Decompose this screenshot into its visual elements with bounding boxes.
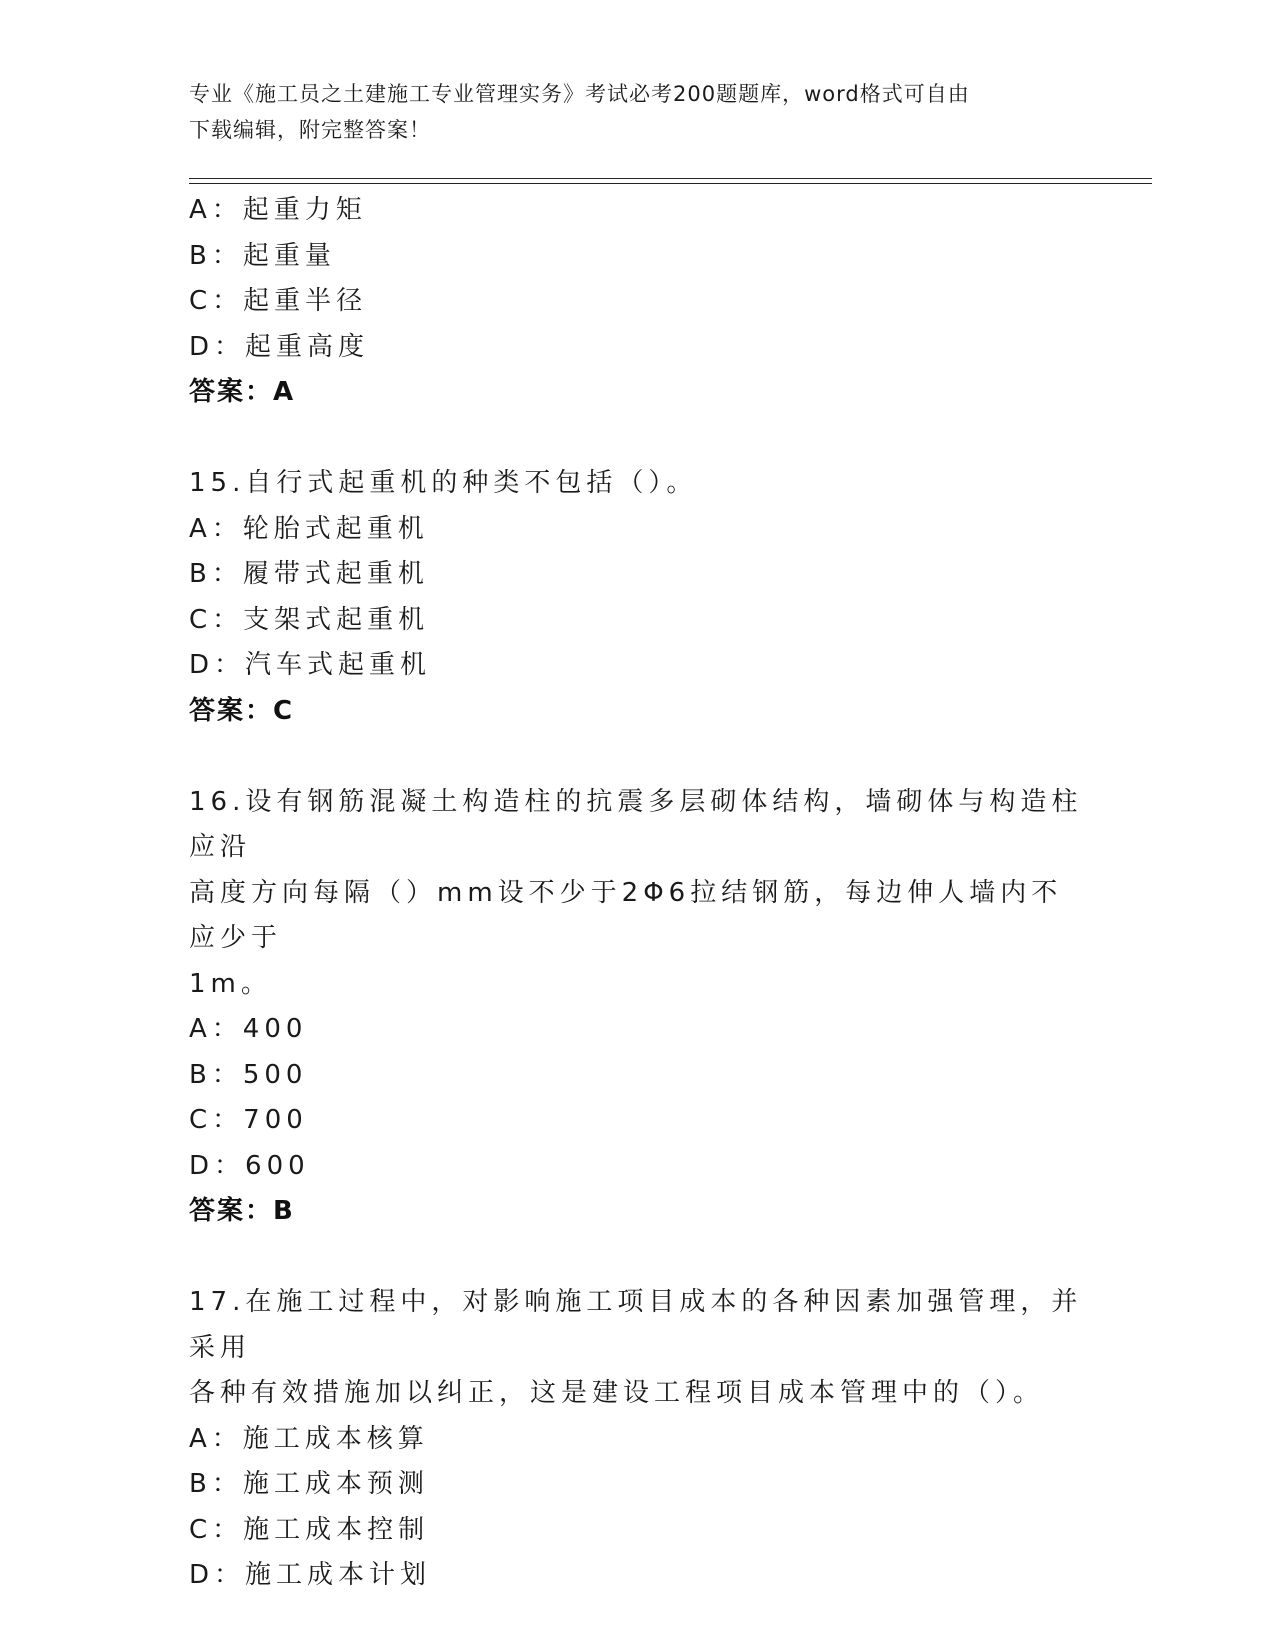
answer-line: 答案：B [189, 1196, 295, 1226]
question-14-continued [189, 188, 1089, 416]
header-line-2: 下载编辑，附完整答案！ [189, 118, 431, 142]
option-a: A：施工成本核算 [189, 1423, 429, 1454]
option-b: B：施工成本预测 [189, 1469, 429, 1499]
header-rule-top [189, 178, 1152, 179]
header-line-1: 专业《施工员之土建施工专业管理实务》考试必考200题题库，word格式可自由 [189, 82, 970, 106]
question-stem-line-1: 17.在施工过程中，对影响施工项目成本的各种因素加强管理，并采用 [189, 1287, 1083, 1363]
option-b: B：起重量 [189, 240, 336, 271]
option-a: A：400 [189, 1014, 308, 1044]
option-c: C：施工成本控制 [189, 1514, 430, 1545]
option-d: D：起重高度 [189, 331, 370, 362]
question-stem: 15.自行式起重机的种类不包括（）。 [189, 468, 698, 498]
option-d: D：600 [189, 1150, 310, 1181]
question-stem-line-2: 高度方向每隔（）mm设不少于2Φ6拉结钢筋，每边伸人墙内不应少于 [189, 877, 1063, 953]
spacer [189, 416, 1089, 462]
option-b: B：履带式起重机 [189, 559, 429, 589]
document-header [189, 76, 1089, 148]
spacer [189, 1235, 1089, 1281]
question-stem-line-1: 16.设有钢筋混凝土构造柱的抗震多层砌体结构，墙砌体与构造柱应沿 [189, 786, 1083, 862]
spacer [189, 734, 1089, 780]
option-a: A：起重力矩 [189, 195, 367, 225]
option-d: D：施工成本计划 [189, 1560, 432, 1590]
question-16 [189, 780, 1089, 1235]
option-c: C：支架式起重机 [189, 604, 430, 635]
question-stem-line-3: 1m。 [189, 968, 272, 999]
answer-line: 答案：C [189, 695, 295, 726]
question-17 [189, 1280, 1089, 1599]
option-a: A：轮胎式起重机 [189, 513, 429, 544]
option-d: D：汽车式起重机 [189, 650, 432, 680]
question-15 [189, 461, 1089, 734]
question-list [189, 188, 1089, 1599]
answer-line: 答案：A [189, 377, 296, 407]
header-rule-bottom [189, 183, 1152, 184]
option-c: C：起重半径 [189, 286, 368, 316]
option-c: C：700 [189, 1105, 308, 1135]
question-stem-line-2: 各种有效措施加以纠正，这是建设工程项目成本管理中的（）。 [189, 1378, 1045, 1408]
option-b: B：500 [189, 1059, 308, 1090]
